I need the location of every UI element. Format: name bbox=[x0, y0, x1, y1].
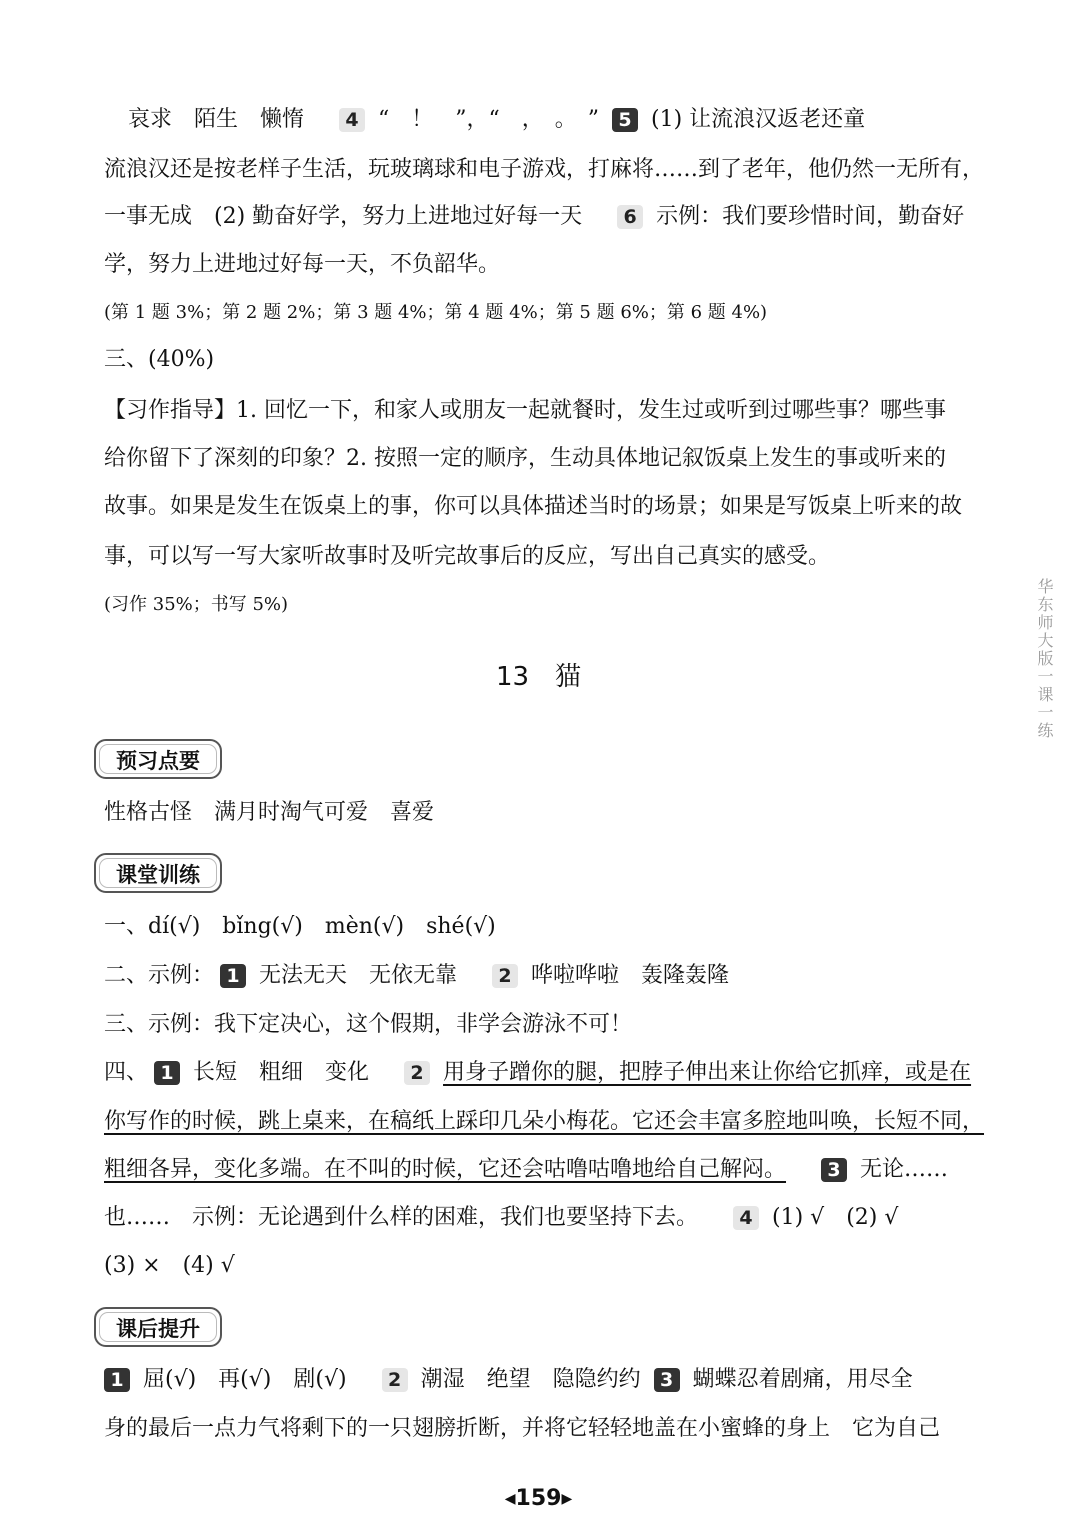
question-number: 1 bbox=[154, 1061, 180, 1085]
question-number: 4 bbox=[733, 1206, 759, 1230]
question-number: 5 bbox=[612, 108, 638, 132]
classroom-q4-line-4 bbox=[104, 1202, 898, 1234]
classroom-q4-line-2: 你写作的时候，跳上桌来，在稿纸上踩印几朵小梅花。它还会丰富多腔地叫唤，长短不同， bbox=[104, 1109, 985, 1134]
score-note: (第 1 题 3%；第 2 题 2%；第 3 题 4%；第 4 题 4%；第 5 题 6%；第 6 题 4%) bbox=[104, 302, 768, 323]
answer-text: 无论…… bbox=[860, 1157, 949, 1182]
classroom-q1: 一、dí(√) bǐng(√) mèn(√) shé(√) bbox=[104, 914, 496, 939]
answer-line-1 bbox=[128, 104, 865, 136]
answer-text: (1) √ (2) √ bbox=[772, 1205, 899, 1230]
question-number: 4 bbox=[339, 108, 365, 132]
punctuation-answer: “ ！ ”，“ ， 。 ” bbox=[378, 107, 600, 132]
section-tag-classroom: 课堂训练 bbox=[94, 853, 222, 893]
question-number: 1 bbox=[104, 1368, 130, 1392]
answer-line-2: 流浪汉还是按老样子生活，玩玻璃球和电子游戏，打麻将……到了老年，他仍然一无所有， bbox=[104, 157, 985, 182]
question-number: 2 bbox=[404, 1061, 430, 1085]
score-note: (习作 35%；书写 5%) bbox=[104, 594, 289, 615]
page-number-text: 159 bbox=[515, 1486, 562, 1511]
answer-text: 示例：我们要珍惜时间，勤奋好 bbox=[656, 204, 965, 229]
classroom-q4-line-3 bbox=[104, 1154, 948, 1186]
answer-text: 长短 粗细 变化 bbox=[193, 1060, 370, 1085]
classroom-q4-line-1 bbox=[104, 1057, 971, 1089]
question-number: 2 bbox=[382, 1368, 408, 1392]
answer-text: 二、示例： bbox=[104, 963, 215, 988]
section-tag-preview: 预习点要 bbox=[94, 739, 222, 779]
page-number bbox=[0, 1486, 1077, 1511]
guide-line-2: 给你留下了深刻的印象？2. 按照一定的顺序，生动具体地记叙饭桌上发生的事或听来的 bbox=[104, 446, 946, 471]
answer-text: 无法无天 无依无靠 bbox=[259, 963, 458, 988]
classroom-q3: 三、示例：我下定决心，这个假期，非学会游泳不可！ bbox=[104, 1012, 633, 1037]
answer-text: (1) 让流浪汉返老还童 bbox=[651, 107, 866, 132]
section-tag-after-class: 课后提升 bbox=[94, 1307, 222, 1347]
right-triangle-icon: ▶ bbox=[561, 1491, 573, 1507]
after-class-line-2: 身的最后一点力气将剩下的一只翅膀折断，并将它轻轻地盖在小蜜蜂的身上 它为自己 bbox=[104, 1416, 941, 1441]
left-triangle-icon: ◀ bbox=[504, 1491, 516, 1507]
guide-line-3: 故事。如果是发生在饭桌上的事，你可以具体描述当时的场景；如果是写饭桌上听来的故 bbox=[104, 494, 963, 519]
lesson-title: 13 猫 bbox=[495, 662, 582, 692]
question-number: 3 bbox=[654, 1368, 680, 1392]
classroom-q2 bbox=[104, 960, 729, 992]
answer-line-3 bbox=[104, 201, 964, 233]
answer-text: 四、 bbox=[104, 1060, 149, 1085]
after-class-line-1 bbox=[104, 1364, 913, 1396]
answer-text: 一事无成 (2) 勤奋好学，努力上进地过好每一天 bbox=[104, 204, 583, 229]
answer-text: 蝴蝶忍着剧痛，用尽全 bbox=[692, 1367, 913, 1392]
guide-line-4: 事，可以写一写大家听故事时及听完故事后的反应，写出自己真实的感受。 bbox=[104, 544, 831, 569]
question-number: 1 bbox=[220, 964, 246, 988]
answer-text: 潮湿 绝望 隐隐约约 bbox=[420, 1367, 641, 1392]
guide-line-1: 【习作指导】1. 回忆一下，和家人或朋友一起就餐时，发生过或听到过哪些事？哪些事 bbox=[104, 398, 946, 423]
part-heading: 三、(40%) bbox=[104, 347, 215, 372]
answer-text: 也…… 示例：无论遇到什么样的困难，我们也要坚持下去。 bbox=[104, 1205, 699, 1230]
preview-answer: 性格古怪 满月时淘气可爱 喜爱 bbox=[104, 800, 435, 825]
question-number: 3 bbox=[821, 1158, 847, 1182]
answer-line-4: 学，努力上进地过好每一天，不负韶华。 bbox=[104, 252, 501, 277]
answer-text: 哀求 陌生 懒惰 bbox=[128, 107, 305, 132]
answer-text: 哗啦哗啦 轰隆轰隆 bbox=[531, 963, 730, 988]
underlined-answer: 粗细各异，变化多端。在不叫的时候，它还会咕噜咕噜地给自己解闷。 bbox=[104, 1157, 787, 1182]
classroom-q4-line-5: (3) × (4) √ bbox=[104, 1253, 235, 1278]
question-number: 6 bbox=[617, 205, 643, 229]
side-book-title: 华东师大版一课一练 bbox=[1035, 578, 1054, 740]
answer-text: 屈(√) 再(√) 剧(√) bbox=[143, 1367, 347, 1392]
question-number: 2 bbox=[492, 964, 518, 988]
underlined-answer: 用身子蹭你的腿，把脖子伸出来让你给它抓痒，或是在 bbox=[443, 1060, 972, 1085]
